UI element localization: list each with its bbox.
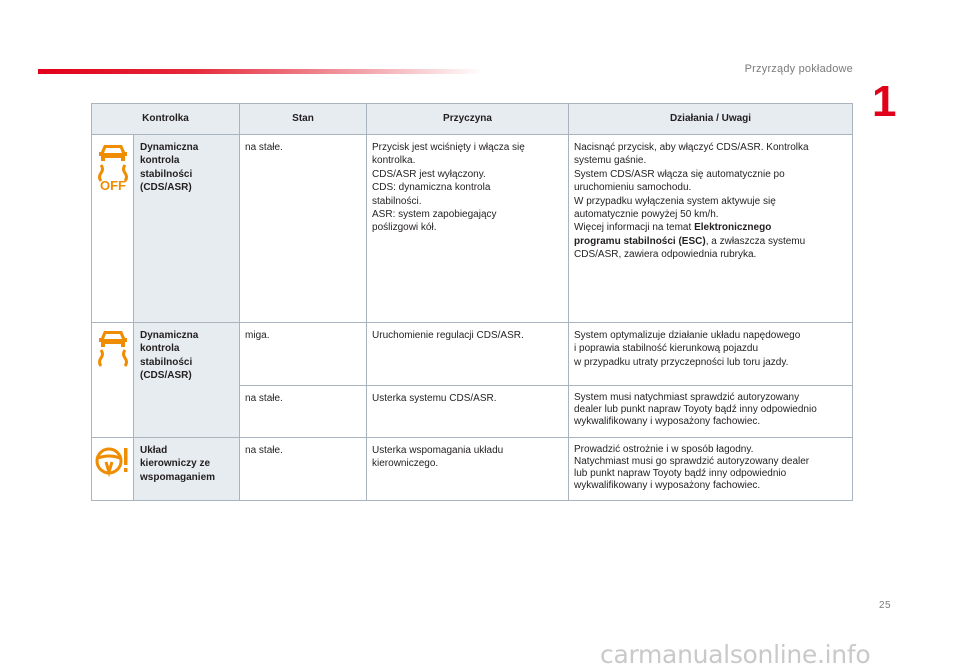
site-watermark: carmanualsonline.info xyxy=(600,640,871,669)
icon-cell xyxy=(92,438,134,501)
car-skid-icon xyxy=(95,361,131,372)
table-row xyxy=(92,438,853,501)
action-cell: Nacisnąć przycisk, aby włączyć CDS/ASR. Kontrolka systemu gaśnie. System CDS/ASR włącza się automatycznie po uruchomieniu samochodu. W przypadku wyłączenia system aktywuje się automatycznie powyżej 50 km/h. Więcej informacji na temat Elektronicznego programu stabilności (ESC), a zwłaszcza systemu CDS/ASR, zawiera odpowiednia rubryka. xyxy=(569,135,853,323)
action-cell: System optymalizuje działanie układu napędowego i poprawia stabilność kierunkową pojazdu w przypadku utraty przyczepności lub toru jazdy. xyxy=(569,323,853,386)
state-cell: na stałe. xyxy=(240,386,367,438)
indicator-name: Dynamiczna kontrola stabilności (CDS/ASR) xyxy=(134,135,240,323)
steering-wheel-warning-icon xyxy=(95,470,131,481)
cause-cell: Usterka systemu CDS/ASR. xyxy=(367,386,569,438)
svg-text:OFF: OFF xyxy=(99,178,126,191)
icon-cell xyxy=(92,135,134,323)
action-cell: Prowadzić ostrożnie i w sposób łagodny. Natychmiast musi go sprawdzić autoryzowany dealer lub punkt napraw Toyoty bądź inny odpowiednio wykwalifikowany i wyposażony fachowiec. xyxy=(569,438,853,501)
cause-cell: Usterka wspomagania układu kierowniczego. xyxy=(367,438,569,501)
state-cell: miga. xyxy=(240,323,367,386)
table-header-row xyxy=(92,104,853,135)
indicator-name: Układ kierowniczy ze wspomaganiem xyxy=(134,438,240,501)
warning-lights-table xyxy=(91,103,853,501)
column-header-stan: Stan xyxy=(240,104,367,135)
esc-reference: Elektronicznego xyxy=(694,222,772,234)
cause-cell: Uruchomienie regulacji CDS/ASR. xyxy=(367,323,569,386)
page-number: 25 xyxy=(879,600,892,611)
table-row xyxy=(92,323,853,386)
esc-reference-cont: programu stabilności (ESC) xyxy=(574,235,706,247)
section-title: Przyrządy pokładowe xyxy=(744,63,853,75)
column-header-dzialania: Działania / Uwagi xyxy=(569,104,853,135)
icon-cell xyxy=(92,323,134,438)
state-cell: na stałe. xyxy=(240,135,367,323)
indicator-name: Dynamiczna kontrola stabilności (CDS/ASR) xyxy=(134,323,240,438)
table-row xyxy=(92,135,853,323)
cause-cell: Przycisk jest wciśnięty i włącza się kontrolka. CDS/ASR jest wyłączony. CDS: dynamiczna kontrola stabilności. ASR: system zapobiegający poślizgowi kół. xyxy=(367,135,569,323)
action-cell: System musi natychmiast sprawdzić autoryzowany dealer lub punkt napraw Toyoty bądź inny odpowiednio wykwalifikowany i wyposażony fachowiec. xyxy=(569,386,853,438)
header-accent-bar xyxy=(38,69,483,74)
column-header-kontrolka: Kontrolka xyxy=(92,104,240,135)
state-cell: na stałe. xyxy=(240,438,367,501)
car-skid-off-icon xyxy=(95,178,131,194)
chapter-number: 1 xyxy=(872,77,897,126)
column-header-przyczyna: Przyczyna xyxy=(367,104,569,135)
